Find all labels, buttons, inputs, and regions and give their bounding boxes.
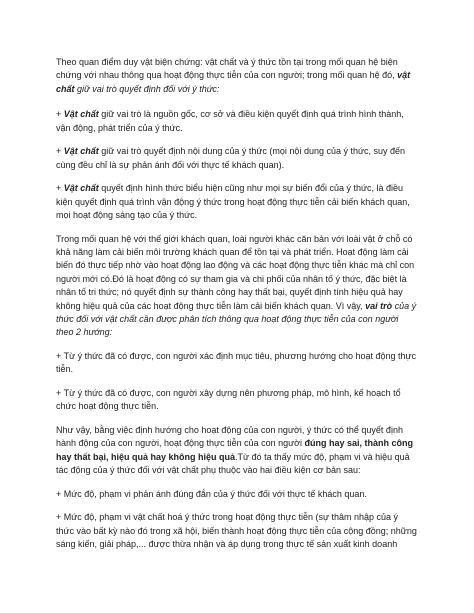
text-run: quyết định hình thức biểu hiện cũng như mọi sự biến đổi của ý thức, là điều kiện quyết định quá trình vận động ý thức trong hoạt động thực tiễn cải biến khách quan, mọi hoạt động sáng tạo của ý thức. — [56, 183, 410, 221]
text-run-emphasis: vai trò — [365, 300, 393, 311]
text-run-emphasis: Vật chất — [63, 183, 99, 194]
text-run-bold: đúng hay sai, thành công hay thất bại, hiệu quả hay không hiệu quả — [56, 438, 414, 462]
text-run: + — [56, 109, 64, 120]
paragraph-point-content — [56, 145, 418, 172]
text-run: + — [56, 146, 64, 157]
text-run-italic: giữ vai trò quyết định đối với ý thức: — [74, 83, 220, 94]
paragraph-point-origin — [56, 108, 418, 135]
paragraph-intro — [56, 56, 418, 96]
text-run: giữ vai trò quyết định nội dung của ý thức (mọi nội dung của ý thức, suy đến cùng đều chỉ là sự phản ánh đối với thực tế khách quan). — [56, 146, 406, 170]
paragraph-condition-reflection — [56, 488, 418, 501]
text-run: Như vậy, bằng việc định hướng cho hoạt động của con người, ý thức có thể quyết định hành động của con người, hoạt động thực tiễn của con người — [56, 425, 403, 449]
text-run: + Từ ý thức đã có được, con người xác định mục tiêu, phương hướng cho hoạt động thực tiễn. — [56, 351, 417, 375]
text-run: Theo quan điểm duy vật biện chứng: vật chất và ý thức tồn tại trong mối quan hệ biện chứng với nhau thông qua hoạt động thực tiễn của con người; trong mối quan hệ đó, — [56, 57, 398, 81]
paragraph-condition-materialization — [56, 511, 418, 551]
text-run-emphasis: Vật chất — [63, 109, 99, 120]
text-run-emphasis: Vật chất — [63, 146, 99, 157]
paragraph-conclusion — [56, 424, 418, 478]
paragraph-practice — [56, 233, 418, 340]
paragraph-direction-goal — [56, 350, 418, 377]
paragraph-direction-method — [56, 387, 418, 414]
text-run: + — [56, 183, 64, 194]
text-run: + Mức độ, phạm vi phản ánh đúng đắn của ý thức đối với thực tế khách quan. — [56, 488, 367, 499]
text-run: + Từ ý thức đã có được, con người xây dựng nên phương pháp, mô hình, kế hoạch tổ chức hoạt động thực tiễn. — [56, 388, 401, 412]
text-run: .Từ đó ta thấy mức độ, phạm vi và hiệu quả tác động của ý thức đối với vật chất phụ thuộc vào hai điều kiện cơ bản sau: — [56, 451, 410, 476]
text-run: + Mức độ, phạm vi vật chất hoá ý thức trong hoạt động thực tiễn (sự thâm nhập của ý thức vào bất kỳ nào đó trong xã hội, biến thành hoạt động thực tiễn của cộng đồng; những sáng kiến, giải pháp,... được thừa nhận và áp dụng trong thực tế sản xuất kinh doanh — [56, 512, 417, 550]
text-run: giữ vai trò là nguồn gốc, cơ sở và điều kiện quyết định quá trình hình thành, vận động, phát triển của ý thức. — [56, 109, 404, 133]
paragraph-point-form — [56, 182, 418, 222]
text-run-italic: của ý thức đối với vật chất cần được phân tích thông qua hoạt động thực tiễn của con người theo 2 hướng: — [56, 300, 417, 338]
text-run-emphasis: vật chất — [56, 70, 411, 94]
text-run: Trong mối quan hệ với thế giới khách quan, loài người khác căn bản với loài vật ở chỗ có khả năng làm cải biến môi trường khách quan để tồn tại và phát triển. Hoạt động làm cải biến đó thực tiếp nhờ vào hoạt động lao động và các hoạt động thực tiễn khác mà chỉ con người mới có.Đó là hoạt động có sự tham gia và chi phối của nhân tố ý thức, đặc biệt là nhân tố tri thức; nó quyết định sự thành công hay thất bại, quyết định tính hiệu quả hay không hiệu quả của các hoạt động thực tiễn làm cải biến khách quan. Vì vậy, — [56, 233, 415, 311]
